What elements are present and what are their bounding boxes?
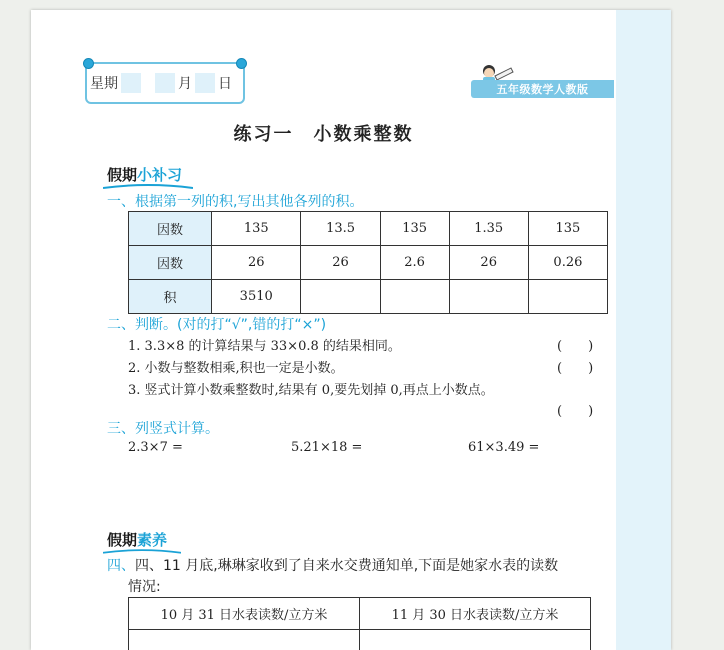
answer-cell[interactable]: [528, 280, 607, 314]
table-cell: 26: [449, 246, 528, 280]
table-cell: 135: [528, 212, 607, 246]
underline-swoosh-icon: [103, 182, 193, 190]
table-row: [129, 280, 608, 314]
answer-cell[interactable]: [380, 280, 449, 314]
date-week-cell[interactable]: [121, 73, 141, 93]
table-header-cell: 10 月 31 日水表读数/立方米: [129, 598, 360, 630]
judge-item-3: 3. 竖式计算小数乘整数时,结果有 0,要先划掉 0,再点上小数点。: [128, 379, 494, 398]
section-heading-part-b: 素养: [137, 531, 167, 549]
question-4-prompt: [107, 555, 558, 575]
date-month-cell[interactable]: [155, 73, 175, 93]
table-cell: 135: [212, 212, 301, 246]
page-margin-strip: [616, 10, 671, 650]
table-row: [129, 598, 591, 630]
table-cell: 1.35: [449, 212, 528, 246]
table-cell: 积: [129, 280, 212, 314]
date-day-cell[interactable]: [195, 73, 215, 93]
question-3-prompt: 三、列竖式计算。: [107, 418, 219, 438]
judge-item-2: 2. 小数与整数相乘,积也一定是小数。: [128, 357, 344, 376]
answer-cell[interactable]: [301, 280, 380, 314]
question-4-text: 四、11 月底,琳琳家收到了自来水交费通知单,下面是她家水表的读数: [135, 558, 558, 574]
answer-paren-2[interactable]: ( ): [557, 357, 593, 376]
table-cell: 13.5: [301, 212, 380, 246]
table-row: [129, 630, 591, 650]
date-box: [85, 62, 245, 104]
table-cell: 因数: [129, 212, 212, 246]
table-row: [129, 212, 608, 246]
date-day-label: 日: [215, 73, 235, 93]
table-header-cell: 11 月 30 日水表读数/立方米: [360, 598, 591, 630]
judge-item-1: 1. 3.3×8 的计算结果与 33×0.8 的结果相同。: [128, 335, 401, 354]
answer-cell[interactable]: [449, 280, 528, 314]
calc-item-3: 61×3.49 =: [468, 440, 539, 455]
grade-banner: 五年级数学人教版: [471, 80, 614, 98]
date-month-label: 月: [175, 73, 195, 93]
section-heading-literacy: [107, 529, 167, 550]
question-4-prompt-line2: 情况:: [128, 576, 161, 596]
table-cell: 135: [380, 212, 449, 246]
water-meter-table: [128, 597, 591, 650]
section-heading-part-a: 假期: [107, 531, 137, 549]
question-4-number: 四、: [107, 558, 135, 574]
calc-item-1: 2.3×7 =: [128, 440, 183, 455]
date-week-label: 星期: [87, 73, 121, 93]
answer-paren-3[interactable]: ( ): [557, 400, 593, 419]
product-table: [128, 211, 608, 314]
section-heading-part-b: 小补习: [137, 166, 182, 184]
table-cell: 因数: [129, 246, 212, 280]
table-cell: 0.26: [528, 246, 607, 280]
table-cell: 2.6: [380, 246, 449, 280]
answer-cell[interactable]: [360, 630, 591, 650]
workbook-page: [31, 10, 671, 650]
question-1-prompt: 一、根据第一列的积,写出其他各列的积。: [107, 191, 363, 211]
answer-cell[interactable]: [129, 630, 360, 650]
pin-icon: [236, 58, 247, 69]
table-cell: 3510: [212, 280, 301, 314]
table-cell: 26: [301, 246, 380, 280]
answer-paren-1[interactable]: ( ): [557, 335, 593, 354]
calc-item-2: 5.21×18 =: [291, 440, 362, 455]
table-cell: 26: [212, 246, 301, 280]
table-row: [129, 246, 608, 280]
section-heading-review: [107, 164, 182, 185]
pin-icon: [83, 58, 94, 69]
underline-swoosh-icon: [103, 547, 181, 555]
page-title: 练习一 小数乘整数: [31, 120, 616, 146]
question-2-prompt: 二、判断。(对的打“√”,错的打“×”): [107, 314, 326, 334]
section-heading-part-a: 假期: [107, 166, 137, 184]
